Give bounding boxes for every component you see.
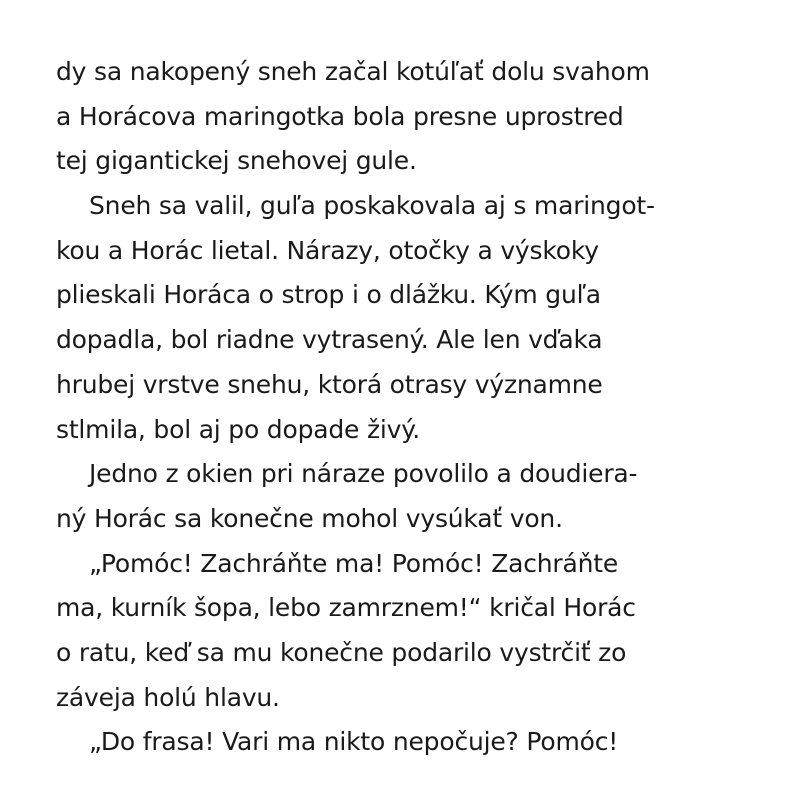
text-line: ný Horác sa konečne mohol vysúkať von. xyxy=(56,503,563,533)
text-line: stlmila, bol aj po dopade živý. xyxy=(56,414,421,444)
text-line: tej gigantickej snehovej gule. xyxy=(56,146,417,176)
text-line: a Horácova maringotka bola presne uprostred xyxy=(56,101,624,131)
text-line-paragraph-start: Sneh sa valil, guľa poskakovala aj s maringot- xyxy=(89,191,655,221)
text-line: o ratu, keď sa mu konečne podarilo vystrčiť zo xyxy=(56,637,627,667)
text-line: ma, kurník šopa, lebo zamrznem!“ kričal Horác xyxy=(56,593,636,623)
page-text xyxy=(56,50,756,765)
text-line: dopadla, bol riadne vytrasený. Ale len vďaka xyxy=(56,325,603,355)
text-line: záveja holú hlavu. xyxy=(56,682,280,712)
text-line: kou a Horác lietal. Nárazy, otočky a výskoky xyxy=(56,235,599,265)
text-line-paragraph-start: „Do frasa! Vari ma nikto nepočuje? Pomóc! xyxy=(89,727,619,757)
text-line: dy sa nakopený sneh začal kotúľať dolu svahom xyxy=(56,57,650,86)
text-line: hrubej vrstve snehu, ktorá otrasy významne xyxy=(56,369,603,399)
text-line-paragraph-start: Jedno z okien pri náraze povolilo a doudiera- xyxy=(89,459,638,489)
text-line-paragraph-start: „Pomóc! Zachráňte ma! Pomóc! Zachráňte xyxy=(89,548,619,578)
text-line: plieskali Horáca o strop i o dlážku. Kým guľa xyxy=(56,280,601,310)
